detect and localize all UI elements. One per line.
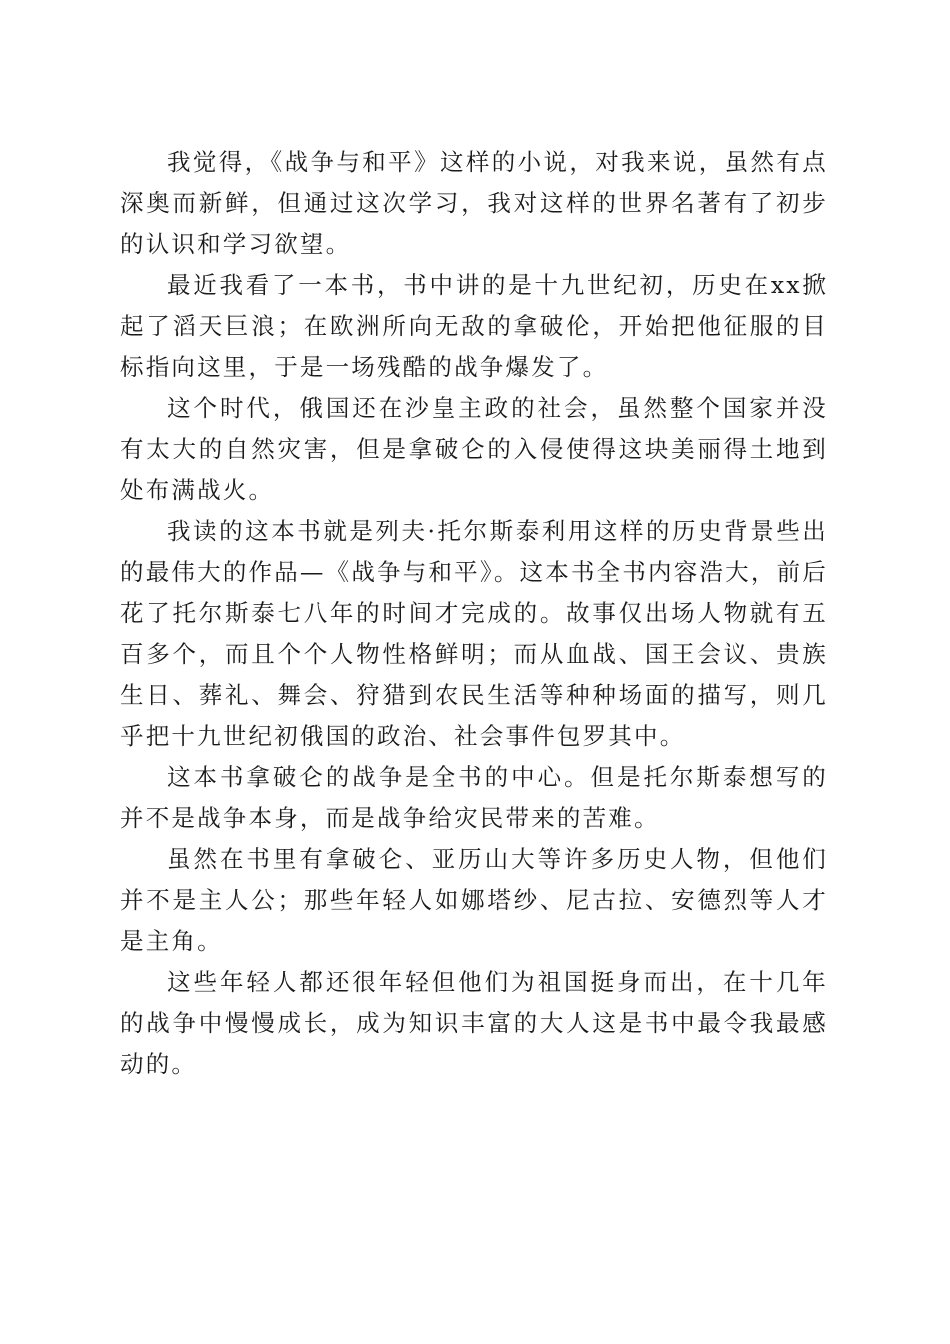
paragraph-6: 虽然在书里有拿破仑、亚历山大等许多历史人物，但他们并不是主人公；那些年轻人如娜塔纱、尼古拉、安德烈等人才是主角。 bbox=[120, 845, 828, 955]
paragraph-7: 这些年轻人都还很年轻但他们为祖国挺身而出，在十几年的战争中慢慢成长，成为知识丰富的大人这是书中最令我最感动的。 bbox=[120, 968, 828, 1078]
paragraph-3: 这个时代，俄国还在沙皇主政的社会，虽然整个国家并没有太大的自然灾害，但是拿破仑的入侵使得这块美丽得土地到处布满战火。 bbox=[120, 394, 828, 504]
paragraph-1: 我觉得，《战争与和平》这样的小说，对我来说，虽然有点深奥而新鲜，但通过这次学习，我对这样的世界名著有了初步的认识和学习欲望。 bbox=[120, 148, 828, 258]
paragraph-5: 这本书拿破仑的战争是全书的中心。但是托尔斯泰想写的并不是战争本身，而是战争给灾民带来的苦难。 bbox=[120, 763, 828, 832]
paragraph-4: 我读的这本书就是列夫·托尔斯泰利用这样的历史背景些出的最伟大的作品—《战争与和平》。这本书全书内容浩大，前后花了托尔斯泰七八年的时间才完成的。故事仅出场人物就有五百多个，而且个个人物性格鲜明；而从血战、国王会议、贵族生日、葬礼、舞会、狩猎到农民生活等种种场面的描写，则几乎把十九世纪初俄国的政治、社会事件包罗其中。 bbox=[120, 517, 828, 750]
paragraph-2: 最近我看了一本书，书中讲的是十九世纪初，历史在xx掀起了滔天巨浪；在欧洲所向无敌的拿破伦，开始把他征服的目标指向这里，于是一场残酷的战争爆发了。 bbox=[120, 271, 828, 381]
document-body bbox=[120, 142, 828, 1085]
